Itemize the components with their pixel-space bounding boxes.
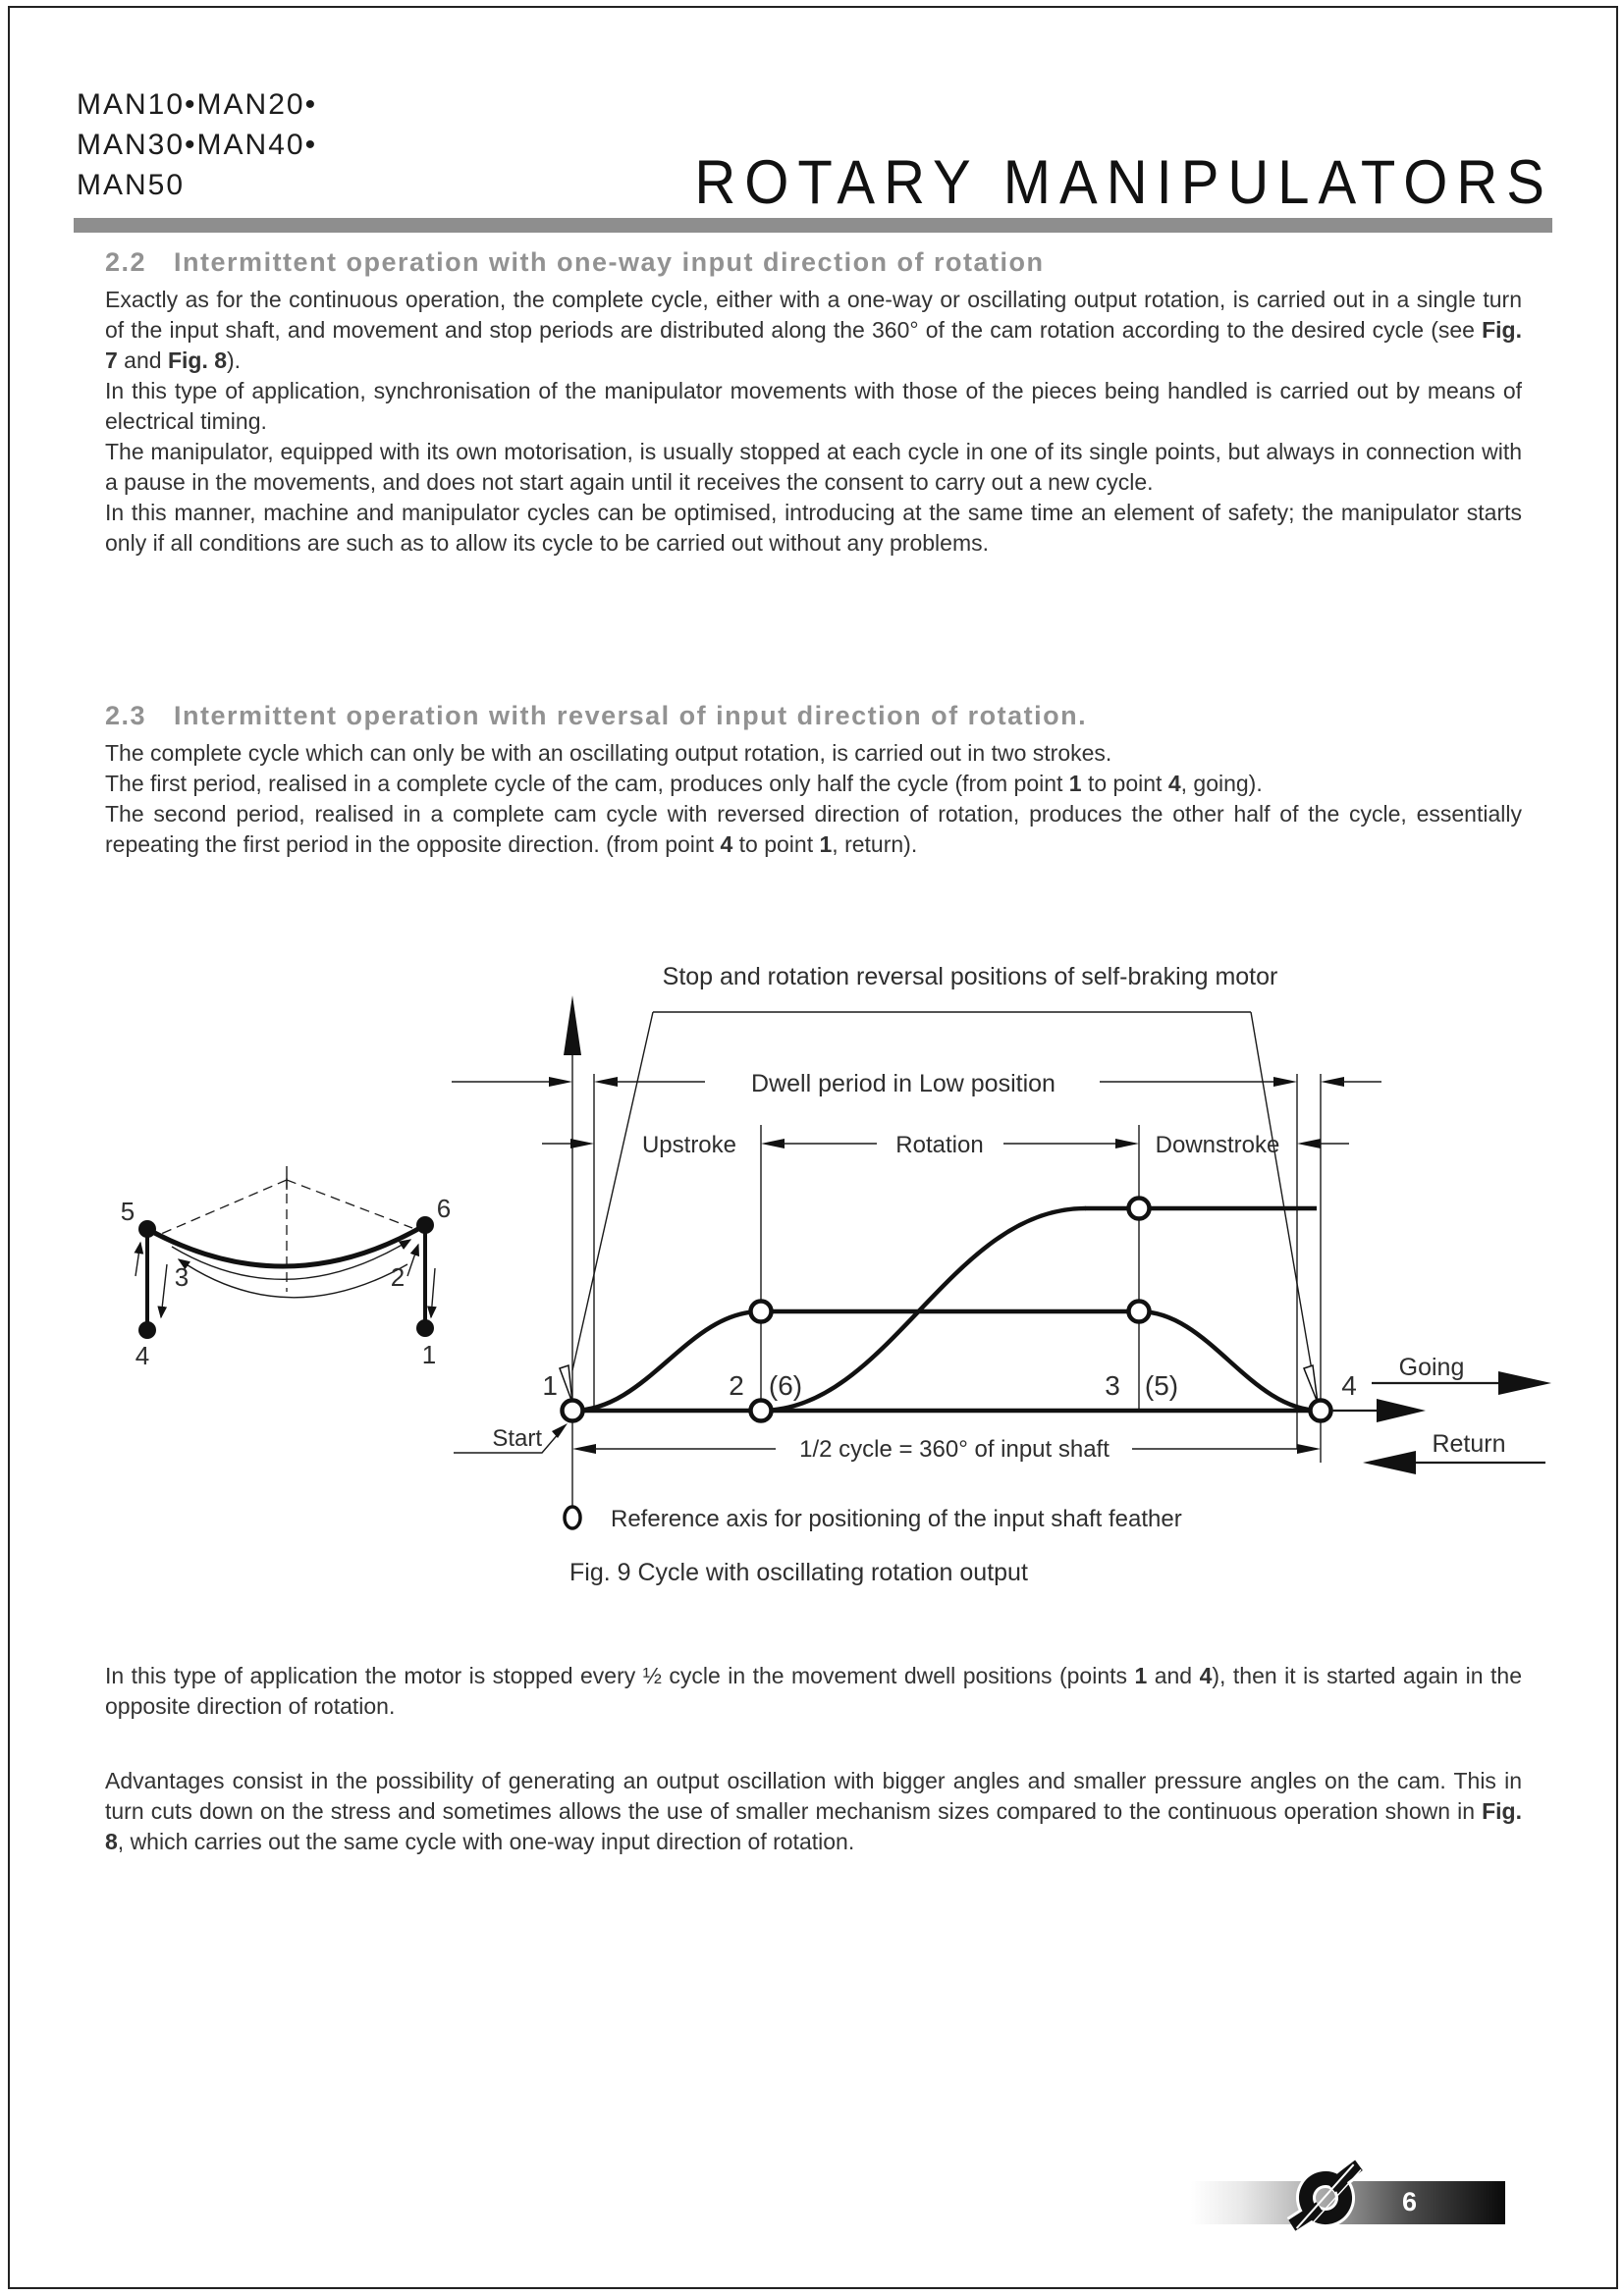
- paragraph: The complete cycle which can only be with an oscillating output rotation, is carried out in two strokes.: [105, 740, 1112, 766]
- going-arrow-icon: [1498, 1371, 1551, 1395]
- up-arrow-icon: [564, 995, 581, 1055]
- model-line-2: MAN30•MAN40•: [77, 129, 318, 161]
- half-cycle-label: 1/2 cycle = 360° of input shaft: [799, 1436, 1110, 1463]
- paragraph: In this type of application the motor is stopped every ½ cycle in the movement dwell positions (points 1 and 4), then it is started again in the opposite direction of rotation.: [105, 1663, 1523, 1719]
- paragraph: The manipulator, equipped with its own motorisation, is usually stopped at each cycle in one of its single points, but always in connection with a pause in the movements, and does not start again until it receives the consent to carry out a new cycle.: [105, 439, 1522, 495]
- point-5-label: (5): [1144, 1370, 1179, 1401]
- inset-label-6: 6: [436, 1194, 452, 1223]
- section-2-3-paragraphs: [105, 738, 1522, 860]
- stop-positions-label: Stop and rotation reversal positions of self-braking motor: [662, 963, 1278, 990]
- paragraph: The second period, realised in a complete cam cycle with reversed direction of rotation, produces the other half of the cycle, essentially repeating the first period in the opposite direction. (from point 4 to point 1, return).: [105, 801, 1522, 857]
- closing-paragraphs: [105, 1661, 1522, 1857]
- rotation-label: Rotation: [895, 1132, 984, 1158]
- axis-arrow-icon: [1377, 1399, 1426, 1422]
- paragraph: Exactly as for the continuous operation, the complete cycle, either with a one-way or oscillating output rotation, is carried out in a single turn of the input shaft, and movement and stop periods are distributed along the 360° of the cam rotation according to the desired cycle (see Fig. 7 and Fig. 8).: [105, 287, 1522, 373]
- motion-curves: [572, 1208, 1321, 1411]
- going-return-annotation: [1331, 1354, 1551, 1474]
- page-number: 6: [1402, 2187, 1418, 2216]
- dwell-period-label: Dwell period in Low position: [751, 1070, 1056, 1097]
- section-2-2-heading: [105, 247, 1522, 278]
- section-2-2-paragraphs: [105, 285, 1522, 559]
- point-4-label: 4: [1341, 1370, 1357, 1401]
- return-arrow-icon: [1363, 1451, 1416, 1474]
- header-divider-bar: [74, 218, 1552, 233]
- model-line-1: MAN10•MAN20•: [77, 88, 318, 121]
- reference-axis-icon: [565, 1507, 580, 1528]
- stroke-dimension-row: [542, 1132, 1349, 1158]
- section-2-3-title: Intermittent operation with reversal of input direction of rotation.: [174, 701, 1088, 730]
- paragraph: Advantages consist in the possibility of generating an output oscillation with bigger angles and smaller pressure angles on the cam. This in turn cuts down on the stress and sometimes allows the use of smaller mechanism sizes compared to the continuous operation shown in Fig. 8, which carries out the same cycle with one-way input direction of rotation.: [105, 1768, 1522, 1854]
- paragraph: The first period, realised in a complete cycle of the cam, produces only half the cycle (from point 1 to point 4, going).: [105, 771, 1263, 796]
- figure-9-diagram: [0, 923, 1624, 1571]
- inset-label-5: 5: [120, 1197, 135, 1226]
- start-annotation: [454, 1423, 568, 1453]
- page-title: ROTARY MANIPULATORS: [694, 148, 1553, 218]
- start-label: Start: [492, 1425, 542, 1452]
- paragraph: In this manner, machine and manipulator cycles can be optimised, introducing at the same time an element of safety; the manipulator starts only if all conditions are such as to allow its cycle to be carried out without any problems.: [105, 500, 1522, 556]
- point-3-label: 3: [1105, 1370, 1120, 1401]
- knot-logo-icon: [1276, 2160, 1375, 2241]
- section-2-3-heading: [105, 701, 1522, 731]
- model-list: [77, 84, 317, 205]
- inset-label-4: 4: [135, 1341, 150, 1370]
- inset-label-1: 1: [421, 1340, 437, 1369]
- paragraph: In this type of application, synchronisation of the manipulator movements with those of the pieces being handled is carried out by means of electrical timing.: [105, 378, 1522, 434]
- return-label: Return: [1432, 1430, 1506, 1458]
- point-2-label: 2: [729, 1370, 744, 1401]
- inset-label-3: 3: [174, 1262, 189, 1292]
- inset-label-2: 2: [390, 1262, 406, 1292]
- model-line-3: MAN50: [77, 169, 186, 201]
- section-2-2-number: 2.2: [105, 247, 147, 277]
- oscillation-inset: [121, 1166, 451, 1370]
- open-arrow-point-1: [560, 1365, 572, 1403]
- point-6-label: (6): [768, 1370, 803, 1401]
- reference-axis-note: [565, 1506, 1182, 1532]
- reference-axis-label: Reference axis for positioning of the input shaft feather: [611, 1506, 1182, 1532]
- figure-caption: Fig. 9 Cycle with oscillating rotation output: [569, 1559, 1028, 1586]
- point-1-label: 1: [542, 1370, 558, 1401]
- going-label: Going: [1398, 1354, 1465, 1381]
- section-2-3-number: 2.3: [105, 701, 147, 730]
- open-arrow-point-4: [1304, 1365, 1318, 1403]
- upstroke-label: Upstroke: [641, 1132, 737, 1158]
- section-2-2-title: Intermittent operation with one-way input direction of rotation: [174, 247, 1045, 277]
- dwell-dimension-row: [452, 1070, 1381, 1097]
- half-cycle-dimension: [572, 1436, 1321, 1463]
- downstroke-label: Downstroke: [1155, 1132, 1280, 1158]
